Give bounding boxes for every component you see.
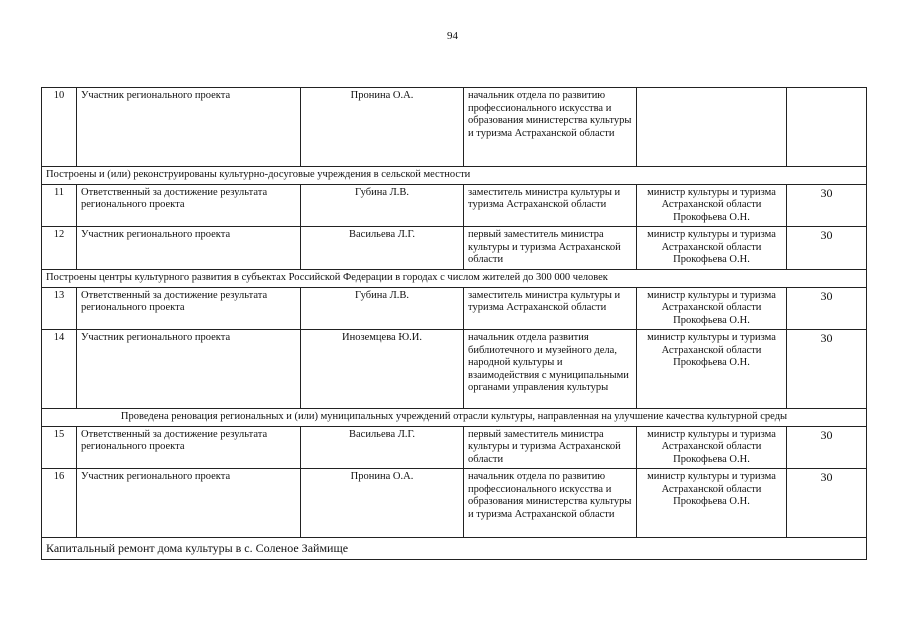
supervisor-cell: министр культуры и туризма Астраханской области Прокофьева О.Н.: [637, 184, 787, 227]
person-name-cell: Губина Л.В.: [301, 184, 464, 227]
role-cell: Ответственный за достижение результата регионального проекта: [77, 426, 301, 469]
section-title: Проведена реновация региональных и (или) муниципальных учреждений отрасли культуры, направленная на улучшение качества культурной среды: [42, 409, 867, 427]
person-name-cell: Васильева Л.Г.: [301, 227, 464, 270]
row-number: 10: [42, 88, 77, 167]
role-cell: Участник регионального проекта: [77, 227, 301, 270]
table-row: [42, 330, 867, 409]
role-cell: Участник регионального проекта: [77, 469, 301, 538]
role-cell: Участник регионального проекта: [77, 88, 301, 167]
section-row: [42, 167, 867, 185]
employment-percent-cell: 30: [787, 426, 867, 469]
position-cell: первый заместитель министра культуры и туризма Астраханской области: [464, 426, 637, 469]
supervisor-cell: министр культуры и туризма Астраханской области Прокофьева О.Н.: [637, 287, 787, 330]
position-cell: начальник отдела развития библиотечного и музейного дела, народной культуры и взаимодействия с муниципальными органами управления культуры: [464, 330, 637, 409]
supervisor-cell: [637, 88, 787, 167]
position-cell: начальник отдела по развитию профессионального искусства и образования министерства культуры и туризма Астраханской области: [464, 88, 637, 167]
position-cell: первый заместитель министра культуры и туризма Астраханской области: [464, 227, 637, 270]
table-row: [42, 88, 867, 167]
position-cell: заместитель министра культуры и туризма Астраханской области: [464, 287, 637, 330]
position-cell: заместитель министра культуры и туризма Астраханской области: [464, 184, 637, 227]
table-row: [42, 426, 867, 469]
row-number: 12: [42, 227, 77, 270]
person-name-cell: Иноземцева Ю.И.: [301, 330, 464, 409]
employment-percent-cell: 30: [787, 469, 867, 538]
position-cell: начальник отдела по развитию профессионального искусства и образования министерства культуры и туризма Астраханской области: [464, 469, 637, 538]
supervisor-cell: министр культуры и туризма Астраханской области Прокофьева О.Н.: [637, 330, 787, 409]
role-cell: Ответственный за достижение результата регионального проекта: [77, 184, 301, 227]
person-name-cell: Пронина О.А.: [301, 88, 464, 167]
row-number: 11: [42, 184, 77, 227]
supervisor-cell: министр культуры и туризма Астраханской области Прокофьева О.Н.: [637, 426, 787, 469]
table-row: [42, 227, 867, 270]
row-number: 15: [42, 426, 77, 469]
section-row: [42, 409, 867, 427]
project-roles-table: [41, 87, 867, 560]
row-number: 14: [42, 330, 77, 409]
section-title: Построены и (или) реконструированы культурно-досуговые учреждения в сельской местности: [42, 167, 867, 185]
section-title: Капитальный ремонт дома культуры в с. Соленое Займище: [42, 538, 867, 560]
page-number: 94: [447, 30, 458, 42]
employment-percent-cell: 30: [787, 184, 867, 227]
person-name-cell: Васильева Л.Г.: [301, 426, 464, 469]
employment-percent-cell: 30: [787, 330, 867, 409]
supervisor-cell: министр культуры и туризма Астраханской области Прокофьева О.Н.: [637, 227, 787, 270]
employment-percent-cell: 30: [787, 227, 867, 270]
role-cell: Ответственный за достижение результата регионального проекта: [77, 287, 301, 330]
row-number: 16: [42, 469, 77, 538]
supervisor-cell: министр культуры и туризма Астраханской области Прокофьева О.Н.: [637, 469, 787, 538]
person-name-cell: Пронина О.А.: [301, 469, 464, 538]
table-row: [42, 287, 867, 330]
employment-percent-cell: 30: [787, 287, 867, 330]
role-cell: Участник регионального проекта: [77, 330, 301, 409]
employment-percent-cell: [787, 88, 867, 167]
section-title: Построены центры культурного развития в субъектах Российской Федерации в городах с числом жителей до 300 000 человек: [42, 270, 867, 288]
person-name-cell: Губина Л.В.: [301, 287, 464, 330]
section-row: [42, 538, 867, 560]
row-number: 13: [42, 287, 77, 330]
table-row: [42, 184, 867, 227]
table-row: [42, 469, 867, 538]
section-row: [42, 270, 867, 288]
